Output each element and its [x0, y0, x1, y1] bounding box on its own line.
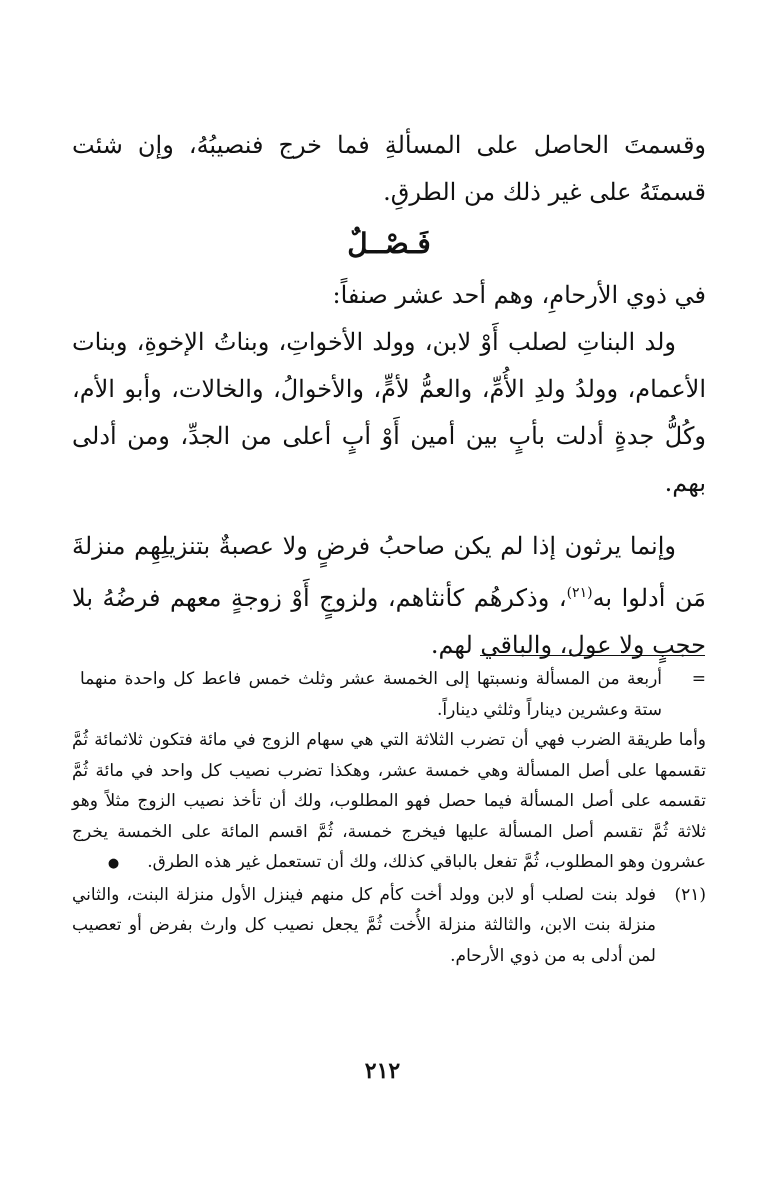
footnote-21	[72, 880, 706, 972]
footnote-continued-text: أربعة من المسألة ونسبتها إلى الخمسة عشر وثلث خمس فاعط كل واحدة منهما ستة وعشرين ديناراً وثلثي ديناراً.	[80, 669, 662, 720]
main-text	[72, 122, 706, 669]
section-heading: فَـصْــلٌ	[347, 227, 431, 260]
inheritance-text-start: وإنما يرثون إذا لم يكن صاحبُ فرضٍ ولا عصبةٌ بتنزيلِهِم منزلةَ مَن أدلوا به	[72, 532, 706, 612]
paragraph-inheritance	[72, 523, 706, 669]
page-number: ٢١٢	[364, 1058, 401, 1084]
paragraph-categories: ولد البناتِ لصلب أَوْ لابن، وولد الأخواتِ، وبناتُ الإخوةِ، وبنات الأعمام، وولدُ ولدِ الأُمِّ، والعمُّ لأمٍّ، والأخوالُ، والخالات، وأبو الأم، وكُلُّ جدةٍ أدلت بأبٍ بين أمين أَوْ أبٍ أعلى من الجدِّ، ومن أدلى بهم.	[72, 328, 706, 497]
footnote-21-number: (٢١)	[674, 884, 706, 905]
footnote-method-text	[72, 725, 706, 880]
footnotes-area	[72, 664, 706, 971]
footnote-21-text: فولد بنت لصلب أو لابن وولد أخت كأم كل منهم فينزل الأول منزلة البنت، والثاني منزلة بنت الابن، والثالثة منزلة الأُخت ثُمَّ يجعل نصيب كل وارث بفرض أو تعصيب لمن أدلى به من ذوي الأرحام.	[72, 884, 656, 966]
footnote-continued	[72, 664, 706, 725]
footnote-separator	[480, 655, 705, 656]
continuation-mark: =	[691, 669, 706, 689]
footnote-reference-21[interactable]: (٢١)	[566, 585, 593, 601]
end-bullet-icon: ●	[107, 856, 120, 871]
inheritance-text-end: ، وذكرهُم كأنثاهم، ولزوجٍ أَوْ زوجةٍ معهم فرضُهُ بلا حجبٍ ولا عول، والباقي لهم.	[72, 584, 706, 659]
section-intro: في ذوي الأرحامِ، وهم أحد عشر صنفاً:	[332, 281, 706, 309]
footnote-method	[72, 725, 706, 880]
method-text: وأما طريقة الضرب فهي أن تضرب الثلاثة التي هي سهام الزوج في مائة فتكون ثلاثمائة ثُمَّ تقسمها على أصل المسألة وهي خمسة عشر، وهكذا تضرب نصيب كل واحد في مائة ثُمَّ تقسمه على أصل المسألة فيما حصل فهو المطلوب، ولك أن تأخذ نصيب الزوج مثلاً وهو ثلاثة ثُمَّ تقسم أصل المسألة عليها فيخرج خمسة، ثُمَّ اقسم المائة على الخمسة يخرج عشرون وهو المطلوب، ثُمَّ تفعل بالباقي كذلك، ولك أن تستعمل غير هذه الطرق.	[72, 730, 706, 872]
paragraph-division-of-result: وقسمتَ الحاصل على المسألةِ فما خرج فنصيبُهُ، وإن شئت قسمتَهُ على غير ذلك من الطرقِ.	[72, 131, 706, 206]
